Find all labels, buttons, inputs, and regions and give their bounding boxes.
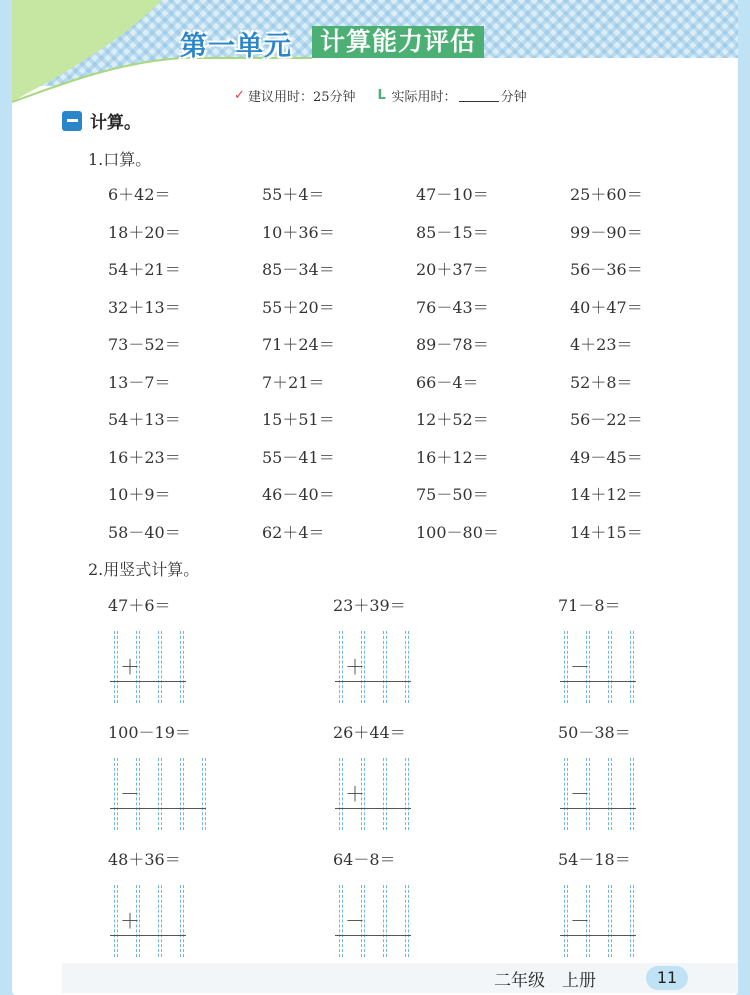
oral-problem: 54＋13＝ — [108, 410, 181, 429]
actual-time-blank[interactable] — [459, 90, 499, 102]
section-header — [62, 108, 141, 133]
oral-row — [108, 257, 728, 295]
guide-line — [630, 631, 631, 703]
answer-rule — [560, 681, 636, 682]
vertical-work-area[interactable] — [560, 885, 660, 957]
guide-line — [608, 758, 609, 830]
section-number-badge — [62, 111, 82, 131]
answer-rule — [335, 935, 411, 936]
operator-sign: － — [570, 909, 590, 933]
operator-sign: － — [345, 909, 365, 933]
guide-line — [608, 631, 609, 703]
vertical-problem-expression: 54－18＝ — [558, 850, 631, 869]
guide-line — [564, 885, 565, 957]
oral-problem: 99－90＝ — [570, 222, 643, 242]
oral-calc-grid — [108, 182, 728, 557]
oral-problem: 55＋4＝ — [262, 185, 325, 204]
guide-line — [161, 758, 162, 830]
answer-rule — [110, 935, 186, 936]
guide-line — [405, 885, 406, 957]
guide-line — [202, 758, 203, 830]
actual-time-unit: 分钟 — [500, 90, 527, 105]
oral-problem: 18＋20＝ — [108, 222, 181, 242]
oral-problem: 52＋8＝ — [570, 372, 633, 392]
guide-line — [633, 758, 634, 830]
guide-line — [567, 758, 568, 830]
guide-line — [339, 885, 340, 957]
oral-problem: 6＋42＝ — [108, 185, 171, 204]
oral-problem: 15＋51＝ — [262, 410, 335, 429]
operator-sign: － — [120, 782, 140, 806]
oral-problem: 7＋21＝ — [262, 372, 325, 392]
check-icon: ✓ — [234, 88, 245, 103]
oral-problem: 10＋9＝ — [108, 485, 171, 504]
guide-line — [114, 631, 115, 703]
oral-row — [108, 520, 728, 558]
oral-problem: 100－80＝ — [416, 522, 499, 542]
guide-line — [342, 631, 343, 703]
guide-line — [611, 885, 612, 957]
guide-line — [342, 758, 343, 830]
operator-sign: ＋ — [345, 782, 365, 806]
guide-line — [608, 885, 609, 957]
guide-line — [117, 758, 118, 830]
guide-line — [180, 885, 181, 957]
guide-line — [567, 885, 568, 957]
guide-line — [180, 758, 181, 830]
footer-bar — [62, 963, 738, 993]
answer-rule — [335, 808, 411, 809]
guide-line — [564, 758, 565, 830]
guide-line — [339, 631, 340, 703]
vertical-work-area[interactable] — [560, 758, 660, 830]
guide-line — [383, 758, 384, 830]
assessment-title: 计算能力评估 — [312, 26, 484, 58]
guide-line — [611, 758, 612, 830]
vertical-problem — [108, 847, 308, 967]
guide-line — [383, 885, 384, 957]
oral-problem: 56－22＝ — [570, 410, 643, 429]
answer-rule — [335, 681, 411, 682]
vertical-problem — [333, 593, 533, 713]
vertical-problem — [108, 720, 308, 840]
guide-line — [630, 758, 631, 830]
vertical-problem-expression: 71－8＝ — [558, 596, 621, 615]
oral-problem: 56－36＝ — [570, 260, 643, 279]
oral-problem: 32＋13＝ — [108, 297, 181, 317]
answer-rule — [560, 808, 636, 809]
guide-line — [117, 631, 118, 703]
oral-problem: 10＋36＝ — [262, 222, 335, 242]
page-number: 11 — [646, 966, 688, 990]
vertical-work-area[interactable] — [335, 885, 435, 957]
guide-line — [405, 758, 406, 830]
vertical-problem-expression: 48＋36＝ — [108, 850, 181, 869]
oral-row — [108, 407, 728, 445]
oral-problem: 71＋24＝ — [262, 335, 335, 354]
guide-line — [180, 631, 181, 703]
guide-line — [339, 758, 340, 830]
operator-sign: － — [570, 782, 590, 806]
oral-problem: 14＋12＝ — [570, 485, 643, 504]
oral-problem: 66－4＝ — [416, 372, 479, 392]
clock-l-icon: L — [377, 88, 386, 103]
oral-row — [108, 332, 728, 370]
guide-line — [161, 885, 162, 957]
guide-line — [183, 885, 184, 957]
oral-problem: 12＋52＝ — [416, 410, 489, 429]
guide-line — [114, 885, 115, 957]
suggested-time: 建议用时：25分钟 — [248, 90, 356, 105]
operator-sign: ＋ — [120, 909, 140, 933]
guide-line — [205, 758, 206, 830]
grade-label: 二年级 上册 — [494, 971, 596, 991]
guide-line — [408, 758, 409, 830]
vertical-problem — [108, 593, 308, 713]
oral-problem: 75－50＝ — [416, 485, 489, 504]
section-title: 计算。 — [90, 113, 141, 133]
vertical-problem — [333, 720, 533, 840]
guide-line — [386, 631, 387, 703]
oral-problem: 58－40＝ — [108, 522, 181, 542]
guide-line — [383, 631, 384, 703]
oral-problem: 14＋15＝ — [570, 522, 643, 542]
guide-line — [183, 631, 184, 703]
vertical-problem — [333, 847, 533, 967]
oral-problem: 47－10＝ — [416, 185, 489, 204]
oral-row — [108, 182, 728, 220]
oral-problem: 54＋21＝ — [108, 260, 181, 279]
oral-problem: 25＋60＝ — [570, 185, 643, 204]
vertical-work-area[interactable] — [560, 631, 660, 703]
guide-line — [408, 631, 409, 703]
guide-line — [611, 631, 612, 703]
guide-line — [158, 885, 159, 957]
oral-problem: 20＋37＝ — [416, 260, 489, 279]
vertical-work-area[interactable] — [110, 885, 210, 957]
answer-rule — [110, 681, 186, 682]
part2-title: 2.用竖式计算。 — [88, 560, 200, 579]
oral-problem: 16＋12＝ — [416, 447, 489, 467]
vertical-problem-expression: 23＋39＝ — [333, 596, 406, 615]
vertical-problem — [558, 720, 750, 840]
oral-row — [108, 370, 728, 408]
guide-line — [633, 885, 634, 957]
operator-sign: ＋ — [345, 655, 365, 679]
operator-sign: － — [570, 655, 590, 679]
guide-line — [408, 885, 409, 957]
guide-line — [386, 885, 387, 957]
guide-line — [158, 758, 159, 830]
worksheet-page — [12, 0, 738, 995]
guide-line — [386, 758, 387, 830]
oral-problem: 49－45＝ — [570, 447, 643, 467]
answer-rule — [560, 935, 636, 936]
oral-row — [108, 482, 728, 520]
oral-problem: 16＋23＝ — [108, 447, 181, 467]
oral-problem: 55－41＝ — [262, 447, 335, 467]
vertical-problem — [558, 593, 750, 713]
oral-problem: 73－52＝ — [108, 335, 181, 354]
oral-problem: 85－15＝ — [416, 222, 489, 242]
vertical-problem-expression: 26＋44＝ — [333, 723, 406, 742]
guide-line — [117, 885, 118, 957]
guide-line — [630, 885, 631, 957]
oral-row — [108, 220, 728, 258]
part1-title: 1.口算。 — [88, 150, 152, 169]
oral-row — [108, 295, 728, 333]
guide-line — [342, 885, 343, 957]
guide-line — [564, 631, 565, 703]
vertical-work-area[interactable] — [335, 758, 435, 830]
oral-problem: 55＋20＝ — [262, 297, 335, 317]
actual-time-label: 实际用时： — [391, 90, 457, 105]
unit-title: 第一单元 — [180, 31, 292, 62]
oral-problem: 89－78＝ — [416, 335, 489, 354]
vertical-problem-expression: 47＋6＝ — [108, 596, 171, 615]
guide-line — [114, 758, 115, 830]
vertical-problem-expression: 100－19＝ — [108, 723, 191, 742]
guide-line — [633, 631, 634, 703]
oral-problem: 4＋23＝ — [570, 335, 633, 354]
guide-line — [567, 631, 568, 703]
oral-problem: 76－43＝ — [416, 297, 489, 317]
operator-sign: ＋ — [120, 655, 140, 679]
guide-line — [161, 631, 162, 703]
vertical-problem — [558, 847, 750, 967]
vertical-work-area[interactable] — [110, 758, 210, 830]
oral-problem: 13－7＝ — [108, 372, 171, 392]
oral-problem: 85－34＝ — [262, 260, 335, 279]
vertical-problem-expression: 64－8＝ — [333, 850, 396, 869]
oral-problem: 46－40＝ — [262, 485, 335, 504]
oral-row — [108, 445, 728, 483]
guide-line — [158, 631, 159, 703]
oral-problem: 40＋47＝ — [570, 297, 643, 317]
oral-problem: 62＋4＝ — [262, 522, 325, 542]
time-info — [234, 86, 527, 105]
vertical-work-area[interactable] — [335, 631, 435, 703]
guide-line — [183, 758, 184, 830]
guide-line — [405, 631, 406, 703]
vertical-work-area[interactable] — [110, 631, 210, 703]
vertical-problem-expression: 50－38＝ — [558, 723, 631, 742]
answer-rule — [110, 808, 206, 809]
